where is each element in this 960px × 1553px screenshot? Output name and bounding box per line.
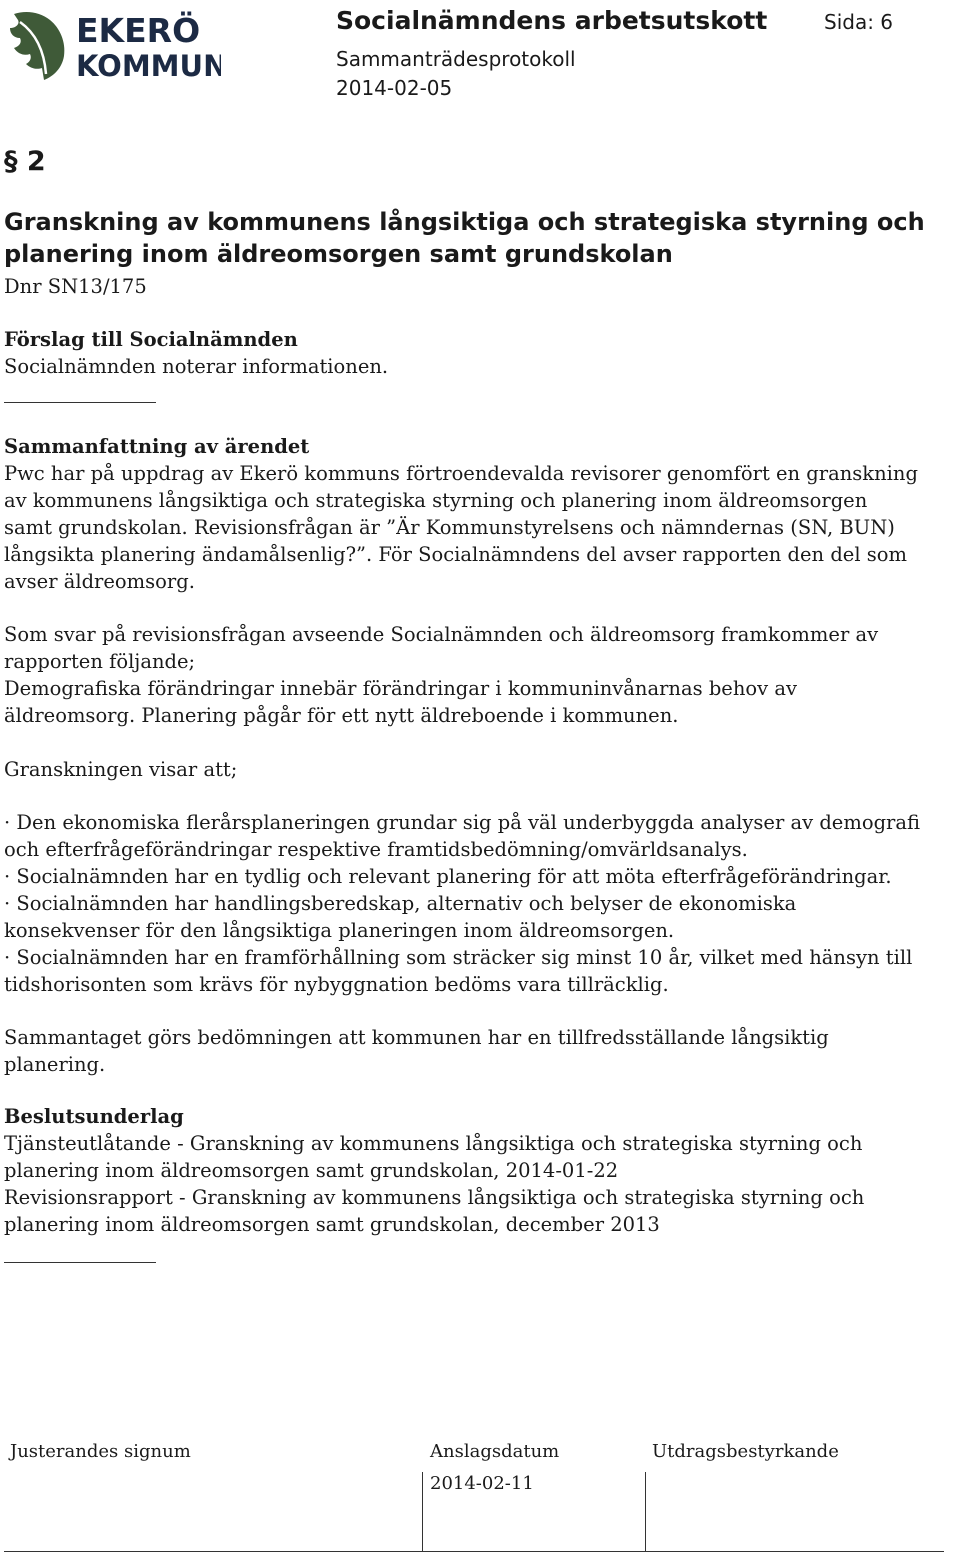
proposal-heading: Förslag till Socialnämnden bbox=[4, 328, 298, 351]
text-line: Som svar på revisionsfrågan avseende Socialnämnden och äldreomsorg framkommer av bbox=[4, 623, 879, 646]
text-line: av kommunens långsiktiga och strategiska styrning och planering inom äldreomsorgen bbox=[4, 489, 868, 512]
header-subtitle: Sammanträdesprotokoll bbox=[336, 47, 576, 71]
answer-paragraph bbox=[4, 621, 956, 729]
text-line: avser äldreomsorg. bbox=[4, 570, 195, 593]
footer-posted-date: 2014-02-11 bbox=[430, 1473, 534, 1494]
header-date: 2014-02-05 bbox=[336, 76, 453, 100]
list-item: tidshorisonten som krävs för nybyggnation bedöms vara tillräcklig. bbox=[4, 973, 669, 996]
list-item: · Socialnämnden har en tydlig och relevant planering för att möta efterfrågeförändringar. bbox=[4, 865, 892, 888]
text-line: Demografiska förändringar innebär förändringar i kommuninvånarnas behov av bbox=[4, 677, 797, 700]
text-line: Sammantaget görs bedömningen att kommunen har en tillfredsställande långsiktig bbox=[4, 1026, 829, 1049]
text-line: planering inom äldreomsorgen samt grundskolan, 2014-01-22 bbox=[4, 1159, 619, 1182]
list-item: konsekvenser för den långsiktiga planeringen inom äldreomsorgen. bbox=[4, 919, 675, 942]
page-number: Sida: 6 bbox=[824, 10, 894, 34]
footer-divider bbox=[422, 1472, 423, 1552]
basis-heading: Beslutsunderlag bbox=[4, 1105, 184, 1128]
section-title bbox=[4, 206, 925, 270]
proposal-text: Socialnämnden noterar informationen. bbox=[4, 355, 389, 378]
section-title-line: Granskning av kommunens långsiktiga och strategiska styrning och bbox=[4, 208, 925, 236]
list-item: · Socialnämnden har handlingsberedskap, alternativ och belyser de ekonomiska bbox=[4, 892, 797, 915]
dnr: Dnr SN13/175 bbox=[4, 275, 147, 298]
header-title: Socialnämndens arbetsutskott bbox=[336, 6, 768, 35]
section-title-line: planering inom äldreomsorgen samt grundskolan bbox=[4, 240, 673, 268]
text-line: äldreomsorg. Planering pågår för ett nytt äldreboende i kommunen. bbox=[4, 704, 679, 727]
text-line: Revisionsrapport - Granskning av kommunens långsiktiga och strategiska styrning och bbox=[4, 1186, 865, 1209]
conclusion-paragraph bbox=[4, 1024, 956, 1078]
list-item: och efterfrågeförändringar respektive framtidsbedömning/omvärldsanalys. bbox=[4, 838, 748, 861]
logo-word-ekero: EKERÖ bbox=[76, 11, 201, 50]
oak-leaf-icon bbox=[6, 8, 221, 84]
footer-divider bbox=[645, 1472, 646, 1552]
footer-certify-label: Utdragsbestyrkande bbox=[652, 1441, 839, 1462]
footer-bottom-rule bbox=[4, 1551, 944, 1552]
text-line: Tjänsteutlåtande - Granskning av kommunens långsiktiga och strategiska styrning och bbox=[4, 1132, 863, 1155]
text-line: långsikta planering ändamålsenlig?”. För Socialnämndens del avser rapporten den del som bbox=[4, 543, 908, 566]
review-intro: Granskningen visar att; bbox=[4, 758, 238, 781]
findings-list bbox=[4, 809, 956, 998]
text-line: planering inom äldreomsorgen samt grundskolan, december 2013 bbox=[4, 1213, 660, 1236]
footer-signum-label: Justerandes signum bbox=[10, 1441, 191, 1462]
text-line: Pwc har på uppdrag av Ekerö kommuns förtroendevalda revisorer genomfört en granskning bbox=[4, 462, 918, 485]
basis-list bbox=[4, 1130, 956, 1238]
ekero-kommun-logo bbox=[6, 8, 221, 84]
summary-paragraph bbox=[4, 460, 956, 595]
text-line: rapporten följande; bbox=[4, 650, 196, 673]
logo-word-kommun: KOMMUN bbox=[76, 49, 221, 83]
divider bbox=[4, 1262, 156, 1263]
text-line: samt grundskolan. Revisionsfrågan är ”Är Kommunstyrelsens och nämndernas (SN, BUN) bbox=[4, 516, 895, 539]
divider bbox=[4, 402, 156, 403]
list-item: · Socialnämnden har en framförhållning som sträcker sig minst 10 år, vilket med hänsyn till bbox=[4, 946, 913, 969]
text-line: planering. bbox=[4, 1053, 106, 1076]
section-number: § 2 bbox=[4, 146, 46, 177]
footer-posted-label: Anslagsdatum bbox=[430, 1441, 560, 1462]
summary-heading: Sammanfattning av ärendet bbox=[4, 435, 310, 458]
list-item: · Den ekonomiska flerårsplaneringen grundar sig på väl underbyggda analyser av demografi bbox=[4, 811, 921, 834]
